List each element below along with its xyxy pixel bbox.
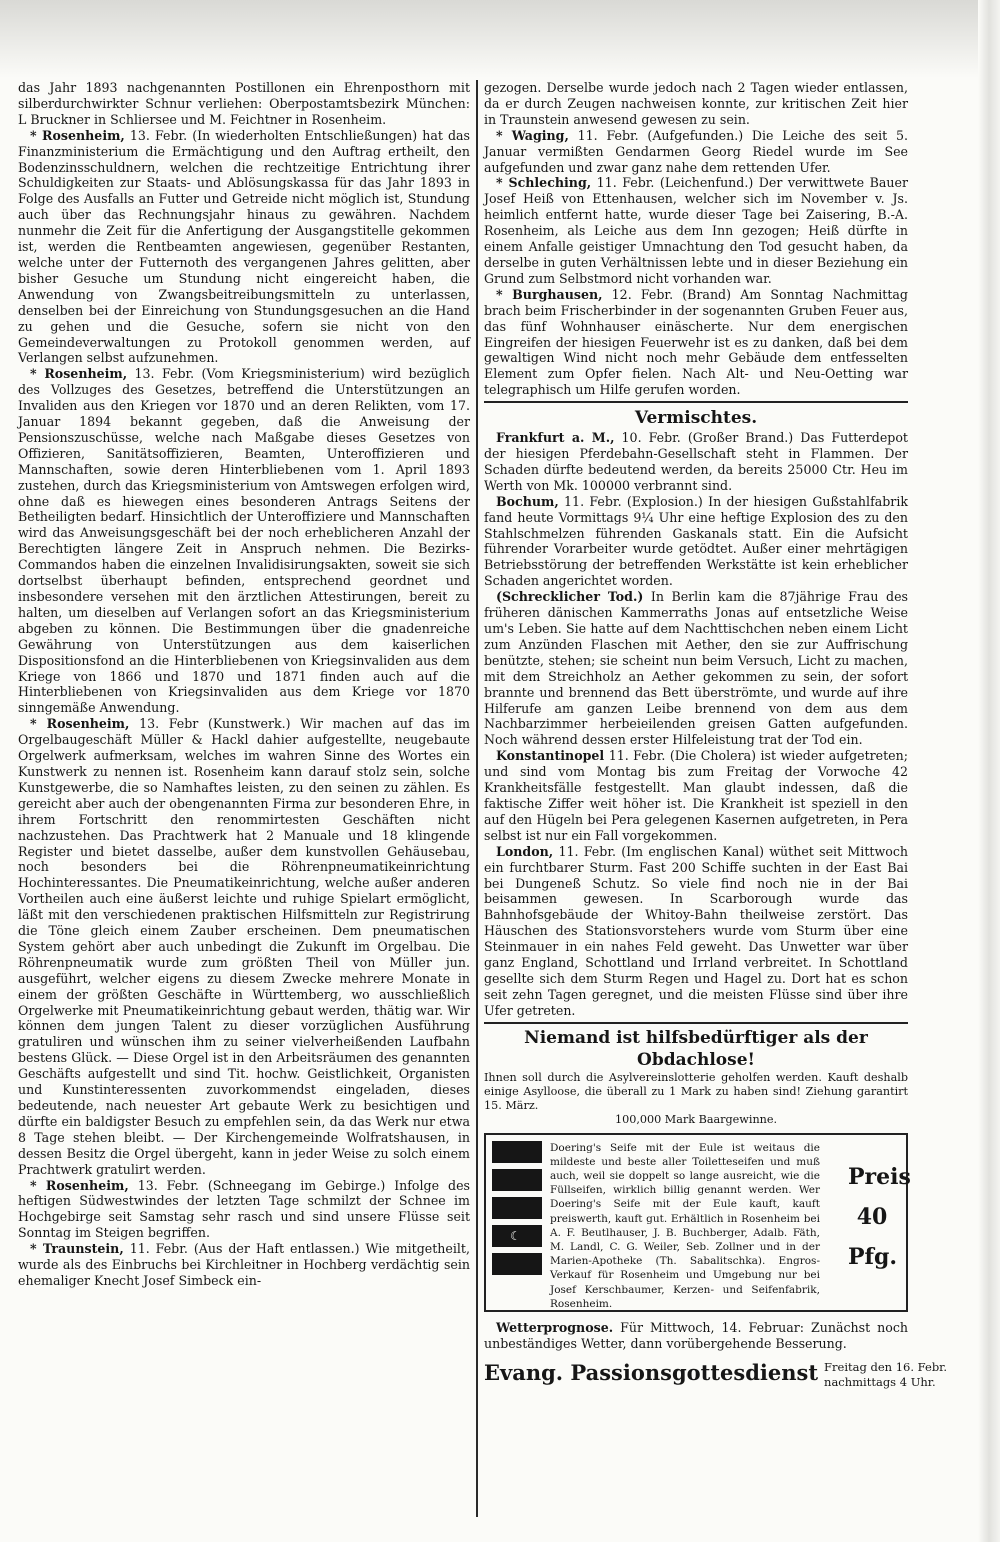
article-dateline: Konstantinopel bbox=[496, 748, 605, 764]
article-berlin bbox=[484, 589, 908, 748]
column-divider bbox=[476, 80, 478, 1517]
article-dateline: * Waging, bbox=[496, 127, 569, 143]
ad-bar bbox=[492, 1141, 542, 1163]
left-column bbox=[18, 80, 470, 1289]
weather-text: Für Mittwoch, 14. Februar: Zunächst noch unbeständiges Wetter, dann vorübergehende Besserung. bbox=[484, 1319, 908, 1351]
ad-bar bbox=[492, 1169, 542, 1191]
soap-advertisement bbox=[484, 1133, 911, 1312]
article-body: 12. Febr. (Brand) Am Sonntag Nachmittag brach beim Frischerbinder in der sogenannten Gruben Feuer aus, das fünf Wohnhauser einäscherte. Nur dem energischen Eingreifen der hiesigen Feuerwehr ist es zu danken, daß bei dem gewaltigen Wind nicht noch mehr Gebäude dem entfesselten Element zum Opfer fielen. Nach Alt- und Neu-Oetting war telegraphisch um Hilfe gerufen worden. bbox=[484, 286, 908, 398]
article-body: 11. Febr. (Die Cholera) ist wieder aufgetreten; und sind vom Montag bis zum Freitag der Vorwoche 42 Krankheitsfälle festgestellt. Man glaubt indessen, daß die faktische Ziffer weit höher ist. Die Krankheit ist speziell in den auf den Hügeln bei Pera gelegenen Kasernen aufgetreten, in Pera selbst ist nur ein Fall vorgekommen. bbox=[484, 748, 908, 843]
ad-price-word: Preis bbox=[848, 1163, 911, 1190]
ad-bar bbox=[492, 1253, 542, 1275]
ad-text: Doering's Seife mit der Eule ist weitaus die mildeste und beste aller Toiletteseifen und muß auch, weil sie doppelt so lange ausreicht, wie die Füllseifen, wirklich billig genannt werden. Wer Doering's Seife mit der Eule kauft, kauft preiswerth, kauft gut. Erhältlich in Rosenheim bei A. F. Beutlhauser, J. B. Buchberger, Adalb. Fäth, M. Landl, C. G. Weiler, Seb. Zollner und in der Marien-Apotheke (Th. Sabalitschka). Engros-Verkauf für Rosenheim und Umgebung nur bei Josef Kerschbaumer, Kerzen- und Seifenfabrik, Rosenheim. bbox=[550, 1141, 820, 1310]
ad-price bbox=[848, 1157, 911, 1277]
article-dateline: * Schleching, bbox=[496, 175, 592, 191]
ad-bar bbox=[492, 1225, 542, 1247]
article-rosenheim-organ bbox=[18, 716, 470, 1177]
ad-decorative-bars bbox=[492, 1141, 542, 1301]
article-continuation: gezogen. Derselbe wurde jedoch nach 2 Tagen wieder entlassen, da er durch Zeugen nachweisen konnte, zur kritischen Zeit hier in Traunstein anwesend gewesen zu sein. bbox=[484, 80, 908, 127]
church-service-date: Freitag den 16. Febr. nachmittags 4 Uhr. bbox=[824, 1359, 948, 1389]
article-body: In Berlin kam die 87jährige Frau des früheren dänischen Kammerraths Jonas auf entsetzliche Weise um's Leben. Sie hatte auf dem Nachttischchen neben einem Licht zum Anzünden Flaschen mit Aether, den sie zur Auffrischung benützte, stehen; sie scheint nun beim Versuch, Licht zu machen, mit dem Streichholz an Aether gekommen zu sein, der sofort brannte und brennend das Bett überströmte, und wurde auf ihre Hilferufe am ganzen Leibe brennend von dem aus dem Nachbarzimmer herbeieilenden greisen Gatten aufgefunden. Noch während dessen erster Hilfeleistung trat der Tod ein. bbox=[484, 589, 908, 748]
article-konstantinopel bbox=[484, 748, 908, 843]
article-dateline: * Rosenheim, bbox=[30, 716, 130, 732]
article-frankfurt bbox=[484, 430, 908, 494]
article-dateline: * Rosenheim, bbox=[30, 1177, 129, 1193]
ad-price-value: 40 bbox=[856, 1203, 888, 1230]
article-traunstein bbox=[18, 1241, 470, 1289]
article-rosenheim-snowmelt bbox=[18, 1178, 470, 1242]
article-body: 11. Febr. (Aufgefunden.) Die Leiche des seit 5. Januar vermißten Gendarmen Georg Riedel wurde im See aufgefunden und zwar ganz nahe dem rettenden Ufer. bbox=[484, 127, 908, 175]
article-rosenheim-finance bbox=[18, 128, 470, 367]
church-service-title: Evang. Passionsgottesdienst bbox=[484, 1360, 819, 1386]
owl-icon: ☾ bbox=[510, 1228, 521, 1243]
article-dateline: * Rosenheim, bbox=[30, 127, 125, 143]
article-body: 13. Febr. (Vom Kriegsministerium) wird bezüglich des Vollzuges des Gesetzes, betreffend die Unterstützungen an Invaliden aus den Kriegen vor 1870 und an deren Relikten, vom 17. Januar 1894 bekannt gegeben, daß die Anweisung der Pensionszuschüsse, welche nach Maßgabe dieses Gesetzes von Offizieren, Sanitätsoffizieren, Beamten, Unteroffizieren und Mannschaften, sowie deren Hinterbliebenen vom 1. April 1893 zustehen, durch das Kriegsministerium von Amtswegen erfolgen wird, ohne daß es hiewegen eines besonderen Antrags Seitens der Betheiligten bedarf. Hinsichtlich der Unteroffiziere und Mannschaften wird das Anweisungsgeschäft bei der noch erheblicheren Anzahl der Berechtigten längere Zeit in Anspruch nehmen. Die Bezirks-Commandos haben die einzelnen Invalidisirungsakten, soweit sie sich dortselbst überhaupt befinden, entsprechend geordnet und insbesondere versehen mit den ärztlichen Attestirungen, bereit zu halten, um dieselben auf Verlangen sofort an das Kriegsministerium abgeben zu können. Die Bestimmungen über die gnadenreiche Gewährung von Unterstützungen aus dem kaiserlichen Dispositionsfond an die Hinterbliebenen von Kriegsinvaliden aus dem Kriege von 1866 und 1870 und 1871 finden auch auf die Hinterbliebenen von Kriegsinvaliden aus dem Kriege vor 1870 sinngemäße Anwendung. bbox=[18, 366, 470, 716]
article-body: 13. Febr (Kunstwerk.) Wir machen auf das im Orgelbaugeschäft Müller & Hackl dahier aufgestellte, neugebaute Orgelwerk aufmerksam, welches im wahren Sinne des Wortes ein Kunstwerk zu nennen ist. Rosenheim kann darauf stolz sein, solche Kunstgewerbe, die so Namhaftes leisten, zu den seinen zu zählen. Es gereicht aber auch der obengenannten Firma zur besonderen Ehre, in ihrem Fortschritt den renommirtesten Geschäften nicht nachzustehen. Das Prachtwerk hat 2 Manuale und 18 klingende Register und bietet dasselbe, außer dem kunstvollen Gehäusebau, noch besonders bei die Röhrenpneumatikeinrichtung Hochinteressantes. Die Pneumatikeinrichtung, welche außer anderen Vortheilen auch eine äußerst leichte und ruhige Spielart ermöglicht, läßt mit den verschiedenen praktischen Hilfsmitteln zur Registrirung die Töne gleich einem Zauber erscheinen. Dem pneumatischen System gehört aber auch unbedingt die Zukunft im Orgelbau. Die Röhrenpneumatik wurde zum größten Theil von Müller jun. ausgeführt, welcher eigens zu diesem Zwecke mehrere Monate in einem der größten Geschäfte in Württemberg, wo ausschließlich Orgelwerke mit Pneumatikeinrichtung gebaut werden, thätig war. Wir können dem jungen Talent zu dieser vorzüglichen Ausführung gratuliren und wünschen ihm zu seiner vielverheißenden Laufbahn bestens Glück. — Diese Orgel ist in den Arbeitsräumen des genannten Geschäfts aufgestellt und sind Tit. hochw. Geistlichkeit, Organisten und Kunstinteressenten zuvorkommendst eingeladen, dieses bedeutende, nach neuester Art gebaute Werk zu besichtigen und dürfte ein baldigster Besuch zu empfehlen sein, da das Werk nur etwa 8 Tage stehen bleibt. — Der Kirchengemeinde Wolfratshausen, in dessen Besitz die Orgel übergeht, kann in jeder Weise zu solch einem Prachtwerk gratulirt werden. bbox=[18, 716, 470, 1177]
ad-price-unit: Pfg. bbox=[848, 1243, 898, 1270]
section-rule bbox=[484, 401, 908, 403]
lottery-notice-title: Niemand ist hilfsbedürftiger als der Obdachlose! bbox=[524, 1027, 868, 1070]
article-body: 13. Febr. (Schneegang im Gebirge.) Infolge des heftigen Südwestwindes der letzten Tage schmilzt der Schnee im Hochgebirge seit Samstag sehr rasch und sind unsere Flüsse seit Sonntag im Steigen begriffen. bbox=[18, 1177, 470, 1241]
article-rosenheim-war-ministry bbox=[18, 366, 470, 716]
section-rule bbox=[484, 1022, 908, 1024]
article-dateline: * Traunstein, bbox=[30, 1241, 124, 1257]
article-body: 11. Febr. (Explosion.) In der hiesigen Gußstahlfabrik fand heute Vormittags 9¼ Uhr eine heftige Explosion des zu den Stahlschmelzen führenden Gaskanals statt. Ein die Aufsicht führender Vorarbeiter wurde getödtet. Außer einer mehrtägigen Betriebsstörung der betreffenden Werkstätte ist kein erheblicher Schaden angerichtet worden. bbox=[484, 493, 908, 589]
right-column bbox=[484, 80, 948, 1390]
weather-heading: Wetterprognose. bbox=[496, 1319, 614, 1335]
weather-forecast bbox=[484, 1320, 908, 1352]
article-burghausen bbox=[484, 287, 908, 398]
article-schleching bbox=[484, 175, 908, 286]
article-bochum bbox=[484, 494, 908, 589]
article-dateline: London, bbox=[496, 843, 554, 859]
scan-top-edge bbox=[0, 0, 1000, 78]
article-dateline: Frankfurt a. M., bbox=[496, 430, 615, 446]
lottery-notice-body: Ihnen soll durch die Asylvereinslotterie geholfen werden. Kauft deshalb einige Asylloose, die überall zu 1 Mark zu haben sind! Ziehung garantirt 15. März. bbox=[484, 1070, 908, 1112]
article-body: 11. Febr. (Im englischen Kanal) wüthet seit Mittwoch ein furchtbarer Sturm. Fast 200 Schiffe suchten in der East Bai bei Dungeneß Schutz. So viele find noch nie in der Bai beisammen gewesen. In Scarborough wurde das Bahnhofsgebäude der Whitoy-Bahn theilweise zerstört. Das Häuschen des Stationsvorstehers wurde vom Sturm über eine Steinmauer in ein nahes Feld geweht. Das Unwetter war über ganz England, Schottland und Irrland verbreitet. In Schottland gesellte sich dem Sturm Regen und Hagel zu. Dort hat es schon seit zehn Tagen geregnet, und die meisten Flüsse sind über ihre Ufer getreten. bbox=[484, 843, 908, 1018]
article-waging bbox=[484, 128, 908, 176]
article-dateline: Bochum, bbox=[496, 493, 559, 509]
article-body: 13. Febr. (In wiederholten Entschließungen) hat das Finanzministerium die Ermächtigung und den Auftrag ertheilt, den Bodenzinsschuldnern, welchen die rechtzeitige Entrichtung ihrer Schuldigkeiten zur Staats- und Ablösungskassa für das Jahr 1893 in Folge des Ausfalls an Futter und Getreide nicht möglich ist, Stundung auch über das Rechnungsjahr hinaus zu gewähren. Nachdem nunmehr die Zeit für die Anfertigung der Ausgangstitelle gekommen ist, werden die Rentbeamten angewiesen, gegenüber Restanten, welche unter der Futternoth des vergangenen Jahres gelitten, aber bisher Gesuche um Stundung nicht eingereicht haben, die Anwendung von Zwangsbeitreibungsmitteln zu unterlassen, denselben bei der Einreichung von Stundungsgesuchen an die Hand zu gehen und die Gesuche, sofern sie nicht von den Gemeindeverwaltungen zu Protokoll genommen werden, auf Verlangen selbst aufzunehmen. bbox=[18, 127, 470, 366]
ad-bar bbox=[492, 1197, 542, 1219]
article-body: 10. Febr. (Großer Brand.) Das Futterdepot der hiesigen Pferdebahn-Gesellschaft steht in Flammen. Der Schaden dürfte bedeutend werden, da bereits 25000 Ctr. Heu im Werth von Mk. 100000 verbrannt sind. bbox=[484, 430, 908, 493]
church-service-notice bbox=[484, 1359, 948, 1390]
article-body: 11. Febr. (Aus der Haft entlassen.) Wie mitgetheilt, wurde als des Einbruchs bei Kirchleitner in Hochberg verdächtig sein ehemaliger Knecht Josef Simbeck ein- bbox=[18, 1241, 470, 1288]
article-london bbox=[484, 844, 908, 1019]
article-dateline: * Rosenheim, bbox=[30, 366, 128, 382]
article-body: 11. Febr. (Leichenfund.) Der verwittwete Bauer Josef Heiß von Ettenhausen, welcher sich im November v. Js. heimlich entfernt hatte, wurde dieser Tage bei Zaisering, B.-A. Rosenheim, als Leiche aus dem Inn gezogen; Heiß dürfte in einem Anfalle geistiger Umnachtung den Tod gesucht haben, da derselbe in guten Verhältnissen lebte und in dieser Beziehung ein Grund zum Selbstmord nicht vorhanden war. bbox=[484, 175, 908, 286]
article-dateline: * Burghausen, bbox=[496, 286, 603, 302]
article-continuation: das Jahr 1893 nachgenannten Postillonen ein Ehrenposthorn mit silberdurchwirkter Schnur verliehen: Oberpostamtsbezirk München: L Bruckner in Schliersee und M. Feichtner in Rosenheim. bbox=[18, 80, 470, 127]
lottery-notice-prizes: 100,000 Mark Baargewinne. bbox=[614, 1112, 778, 1126]
article-dateline: (Schrecklicher Tod.) bbox=[496, 589, 644, 605]
section-title: Vermischtes. bbox=[634, 408, 758, 429]
scan-right-edge bbox=[978, 0, 1000, 1542]
